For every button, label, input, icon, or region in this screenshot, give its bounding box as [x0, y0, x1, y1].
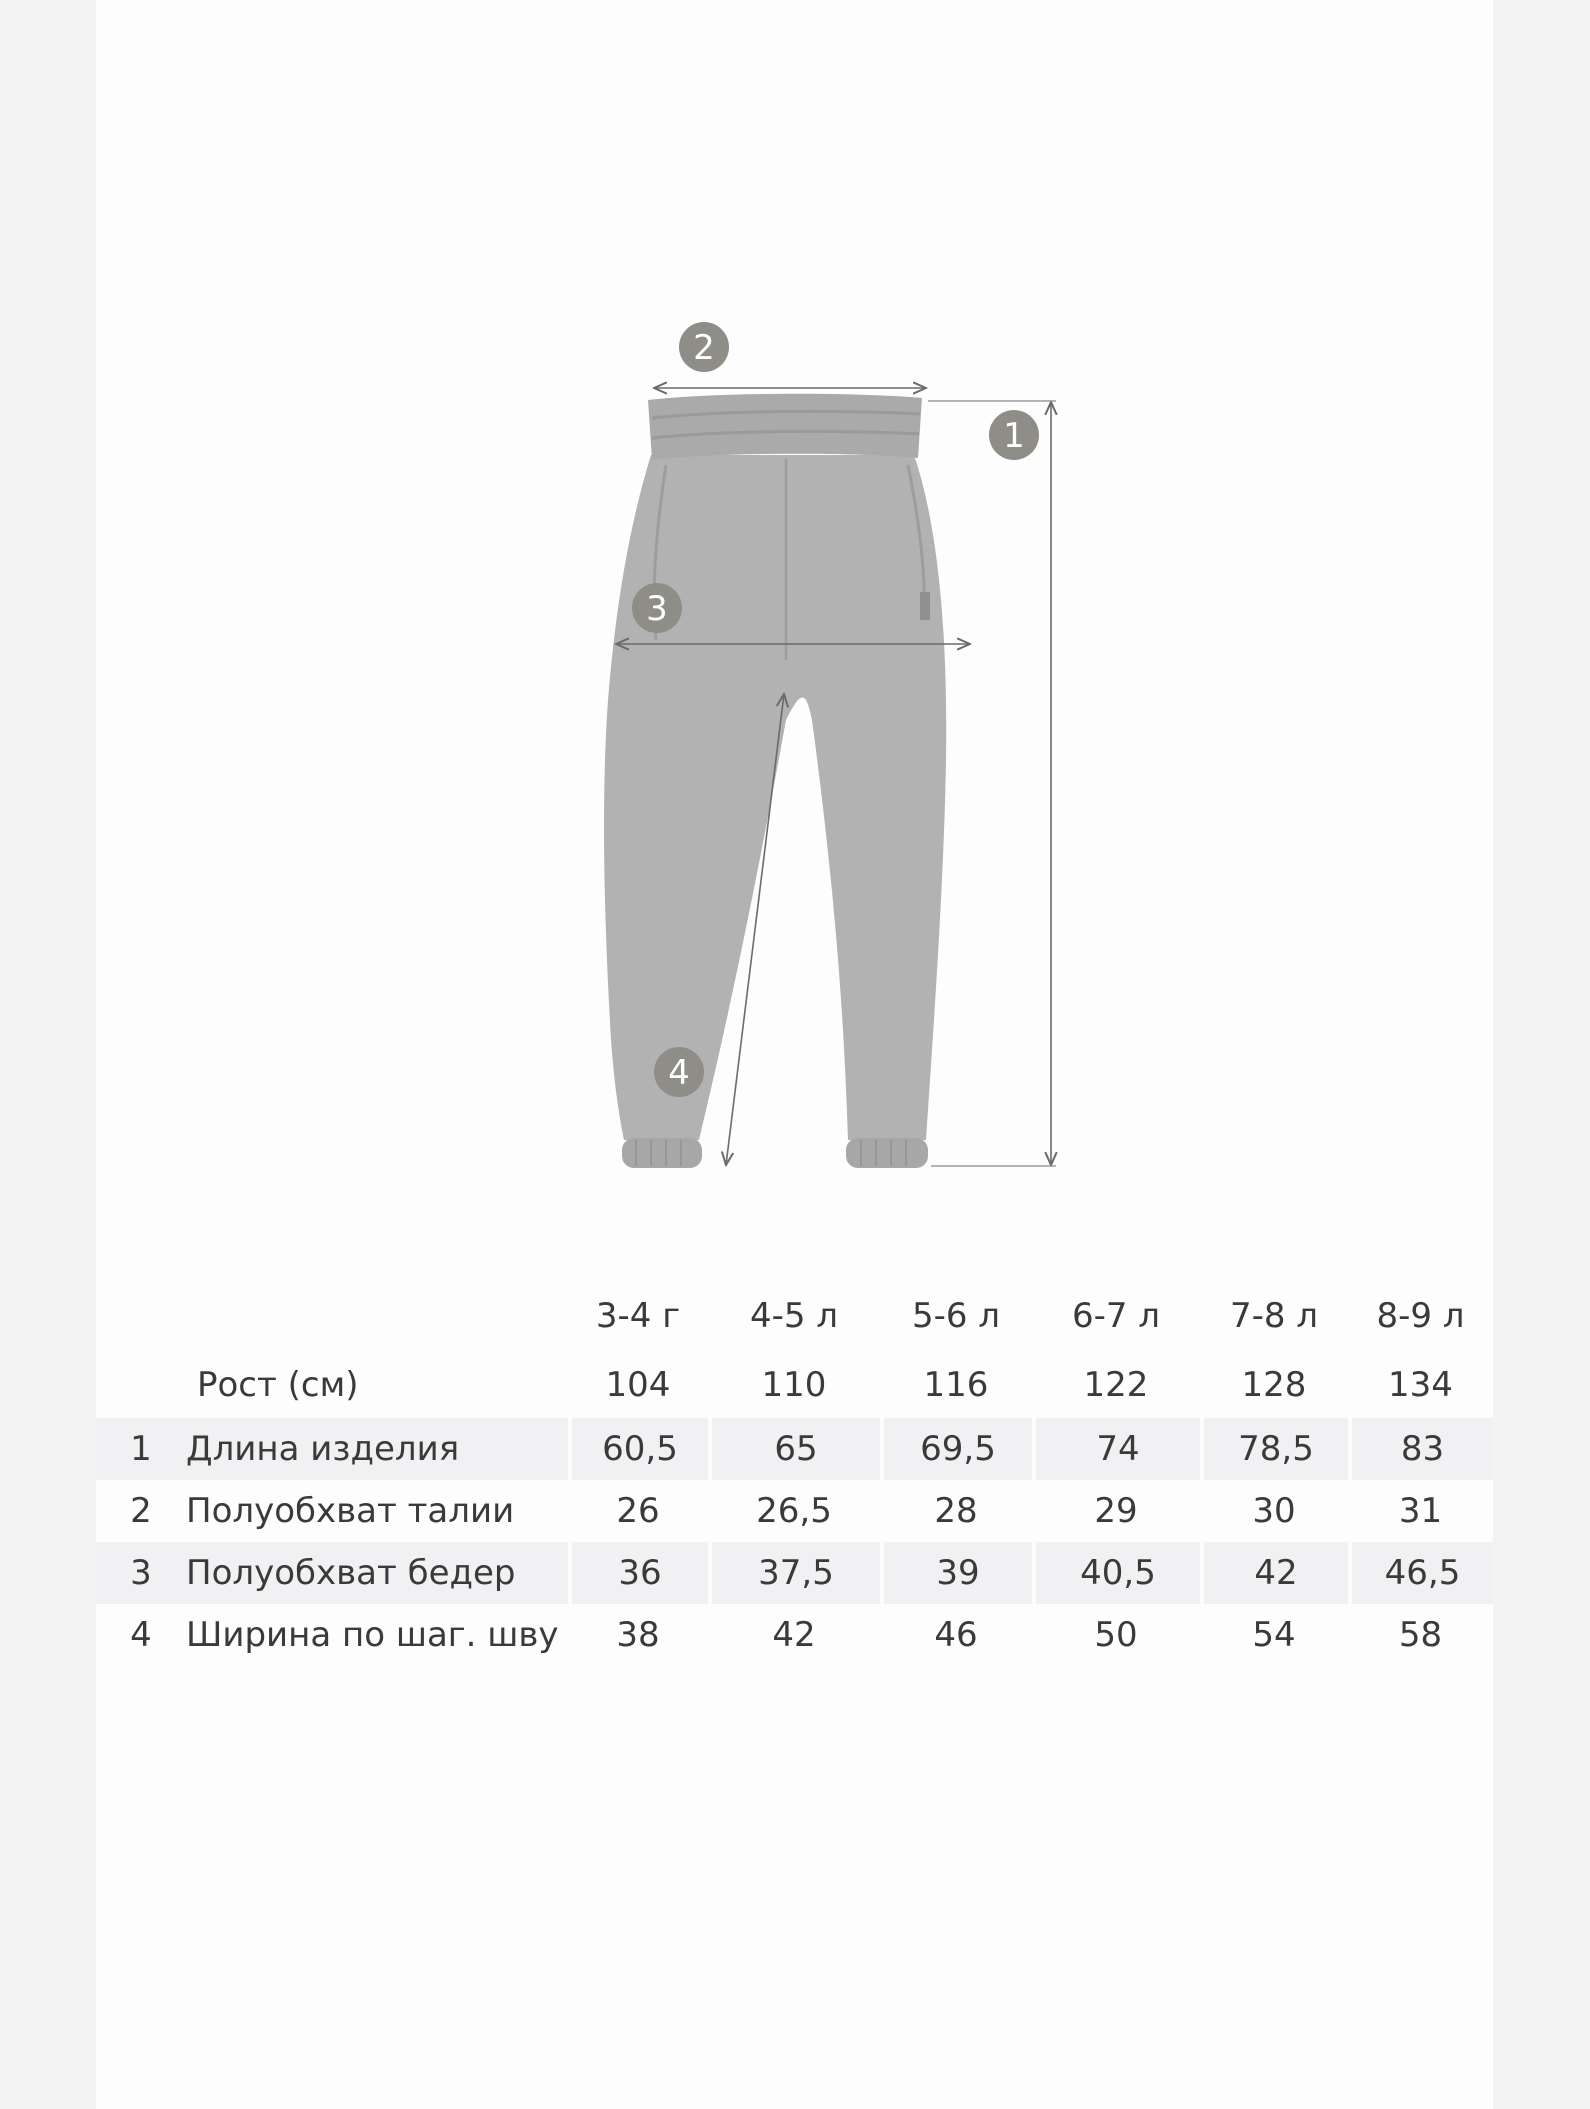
left-cuff: [622, 1138, 702, 1168]
marker-1-label: 1: [1003, 416, 1025, 456]
label-tag: [920, 592, 930, 620]
row-value: 30: [1252, 1491, 1296, 1531]
row-value: 46: [934, 1615, 978, 1655]
size-table: [96, 1280, 1493, 1666]
height-value: 110: [761, 1365, 827, 1405]
size-header: 3-4 г: [595, 1296, 681, 1336]
size-header: 8-9 л: [1376, 1296, 1465, 1336]
row-value: 42: [772, 1615, 816, 1655]
row-value: 65: [708, 1418, 880, 1480]
row-value: 26,5: [756, 1491, 832, 1531]
row-value: 39: [880, 1542, 1032, 1604]
row-value: 36: [568, 1542, 708, 1604]
measurement-diagram: [96, 0, 1493, 1220]
size-header-row: [96, 1280, 1493, 1352]
row-value: 28: [934, 1491, 978, 1531]
row-value: 29: [1094, 1491, 1138, 1531]
row-value: 40,5: [1032, 1542, 1200, 1604]
size-header: 5-6 л: [911, 1296, 1001, 1336]
row-value: 78,5: [1200, 1418, 1348, 1480]
height-value: 128: [1241, 1365, 1307, 1405]
row-value: 26: [616, 1491, 660, 1531]
waistband: [648, 394, 922, 460]
row-number: 3: [96, 1542, 186, 1604]
marker-3-label: 3: [646, 589, 668, 629]
measurement-row: [96, 1542, 1493, 1604]
row-label: Ширина по шаг. шву: [186, 1615, 559, 1655]
marker-4-label: 4: [668, 1053, 690, 1093]
measurement-row: [96, 1604, 1493, 1666]
row-value: 50: [1094, 1615, 1138, 1655]
row-value: 58: [1398, 1615, 1443, 1655]
row-label: Длина изделия: [186, 1418, 568, 1480]
row-number: 1: [96, 1418, 186, 1480]
size-chart-page: [96, 0, 1493, 2109]
height-row: [96, 1352, 1493, 1418]
row-label: Полуобхват талии: [186, 1491, 515, 1531]
row-value: 38: [616, 1615, 660, 1655]
row-value: 46,5: [1348, 1542, 1493, 1604]
measurement-row: [96, 1418, 1493, 1480]
height-value: 134: [1388, 1365, 1453, 1405]
row-value: 60,5: [568, 1418, 708, 1480]
row-value: 42: [1200, 1542, 1348, 1604]
trousers-illustration: [604, 394, 946, 1168]
row-value: 83: [1348, 1418, 1493, 1480]
row-number: 2: [130, 1491, 152, 1531]
row-value: 74: [1032, 1418, 1200, 1480]
marker-2-label: 2: [693, 328, 715, 368]
height-value: 104: [605, 1365, 671, 1405]
size-header: 7-8 л: [1229, 1296, 1319, 1336]
height-value: 122: [1083, 1365, 1149, 1405]
row-label: Полуобхват бедер: [186, 1542, 568, 1604]
row-value: 54: [1252, 1615, 1296, 1655]
measurement-row: [96, 1480, 1493, 1542]
size-header: 6-7 л: [1071, 1296, 1161, 1336]
row-value: 31: [1398, 1491, 1443, 1531]
right-cuff: [846, 1138, 928, 1168]
row-value: 69,5: [880, 1418, 1032, 1480]
row-number: 4: [130, 1615, 152, 1655]
height-label: Рост (см): [197, 1365, 359, 1405]
height-value: 116: [923, 1365, 989, 1405]
row-value: 37,5: [708, 1542, 880, 1604]
size-header: 4-5 л: [749, 1296, 839, 1336]
